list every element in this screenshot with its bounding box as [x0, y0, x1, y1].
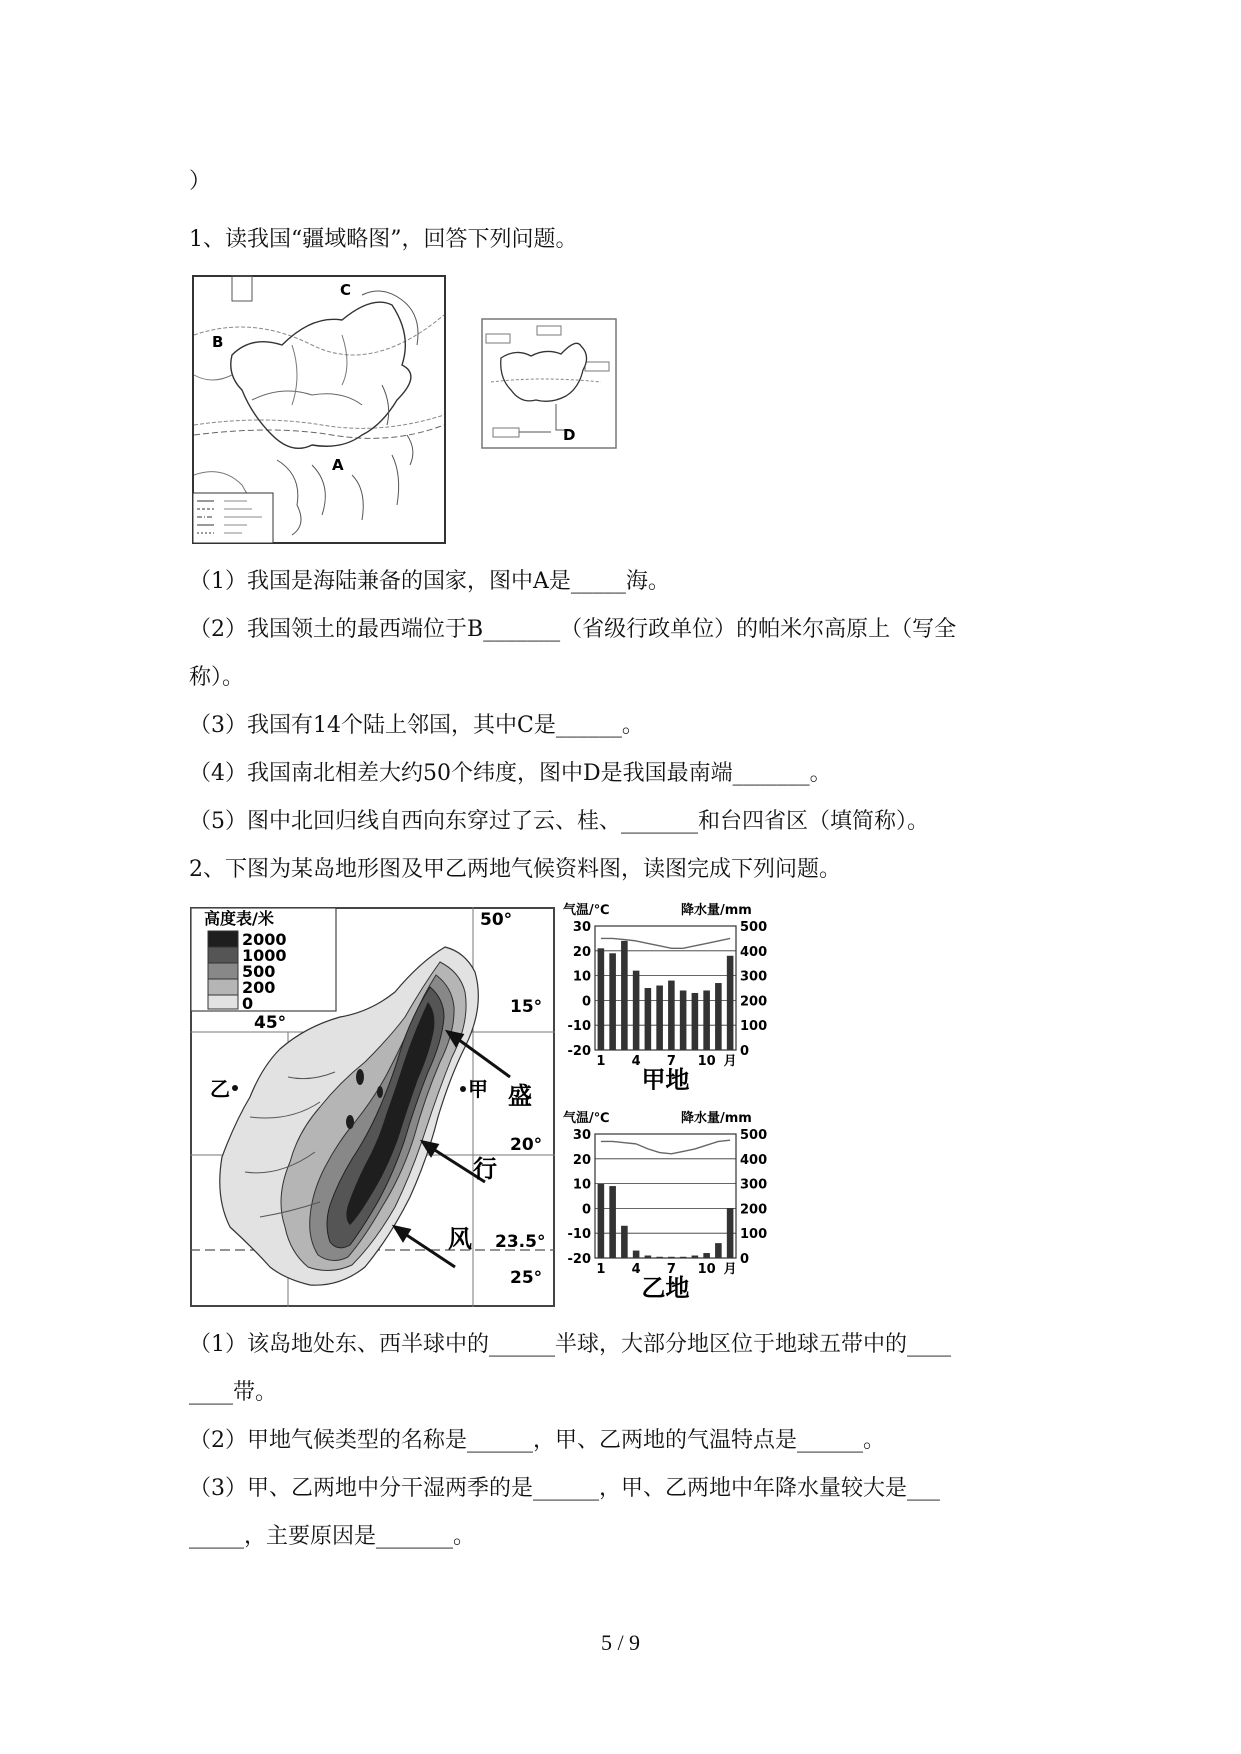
precip-bar — [598, 1184, 605, 1258]
chart-precip-tick: 300 — [740, 1177, 768, 1193]
chart-x-tick: 月 — [723, 1054, 737, 1069]
china-extremity-map — [481, 318, 617, 449]
chart-temp-tick: 30 — [572, 920, 591, 935]
precip-bar — [727, 1208, 734, 1258]
precip-bar — [621, 941, 628, 1050]
chart-temp-tick: 10 — [572, 969, 591, 985]
precip-bar — [692, 993, 699, 1050]
legend-title: 高度表/米 — [204, 909, 274, 928]
precip-bar — [703, 1253, 710, 1258]
question-1-3: （3）我国有14个陆上邻国，其中C是______。 — [189, 713, 644, 738]
precip-bar — [680, 1257, 687, 1258]
chart-temp-tick: 10 — [572, 1177, 591, 1193]
question-2-1-cont: ____带。 — [189, 1380, 278, 1405]
map-label-d: D — [563, 426, 576, 444]
chart-precip-tick: 200 — [740, 994, 768, 1010]
precip-bar — [668, 981, 675, 1050]
chart-x-tick: 月 — [723, 1262, 737, 1277]
chart-precip-tick: 400 — [740, 1152, 768, 1168]
precip-bar — [609, 953, 616, 1050]
chart-left-axis-title: 气温/℃ — [563, 903, 610, 918]
precip-bar — [692, 1256, 699, 1258]
precip-bar — [656, 986, 663, 1050]
chart-temp-tick: -10 — [567, 1227, 591, 1243]
map-label-c: C — [340, 281, 352, 299]
question-1-1: （1）我国是海陆兼备的国家，图中A是_____海。 — [189, 569, 670, 594]
lat-15: 15° — [510, 997, 543, 1017]
wind-char: 盛 — [508, 1082, 532, 1110]
precip-bar — [680, 990, 687, 1050]
climate-chart-yi — [561, 1108, 786, 1300]
lat-25: 25° — [510, 1268, 543, 1288]
wind-char: 行 — [473, 1155, 497, 1183]
precip-bar — [656, 1257, 663, 1258]
chart-temp-tick: 0 — [581, 994, 591, 1010]
chart-temp-tick: 0 — [581, 1202, 591, 1218]
chart-right-axis-title: 降水量/mm — [681, 903, 752, 918]
chart-temp-tick: 30 — [572, 1128, 591, 1143]
chart-x-tick: 4 — [631, 1262, 641, 1277]
question-2-1: （1）该岛地处东、西半球中的______半球，大部分地区位于地球五带中的____ — [189, 1332, 951, 1357]
chart-temp-tick: -20 — [567, 1044, 591, 1059]
question-2-title: 2、下图为某岛地形图及甲乙两地气候资料图，读图完成下列问题。 — [189, 857, 841, 882]
question-2-3: （3）甲、乙两地中分干湿两季的是______，甲、乙两地中年降水量较大是___ — [189, 1476, 940, 1501]
place-yi: 乙 — [210, 1077, 230, 1101]
chart-precip-tick: 0 — [740, 1044, 750, 1059]
legend-value: 1000 — [242, 946, 287, 965]
question-2-3-cont: _____，主要原因是_______。 — [189, 1524, 476, 1549]
chart-x-tick: 7 — [666, 1262, 676, 1277]
question-1-title: 1、读我国“疆域略图”，回答下列问题。 — [189, 227, 578, 252]
chart-precip-tick: 500 — [740, 920, 768, 935]
precip-bar — [715, 983, 722, 1050]
precip-bar — [715, 1243, 722, 1258]
precip-bar — [668, 1257, 675, 1258]
question-1-5: （5）图中北回归线自西向东穿过了云、桂、_______和台四省区（填简称）。 — [189, 809, 929, 834]
precip-bar — [633, 1251, 640, 1258]
chart-x-tick: 7 — [666, 1054, 676, 1069]
legend-value: 200 — [242, 978, 276, 997]
question-2-2: （2）甲地气候类型的名称是______，甲、乙两地的气温特点是______。 — [189, 1428, 885, 1453]
chart-x-tick: 10 — [697, 1262, 716, 1277]
chart-left-axis-title: 气温/℃ — [563, 1111, 610, 1126]
precip-bar — [727, 956, 734, 1050]
territory-map — [192, 275, 446, 544]
lat-20: 20° — [510, 1135, 543, 1155]
precip-bar — [598, 948, 605, 1050]
chart-temp-tick: 20 — [572, 944, 591, 960]
chart-precip-tick: 300 — [740, 969, 768, 985]
wind-char: 风 — [448, 1225, 472, 1253]
chart-temp-tick: -20 — [567, 1252, 591, 1267]
chart-x-tick: 4 — [631, 1054, 641, 1069]
question-1-2: （2）我国领土的最西端位于B_______（省级行政单位）的帕米尔高原上（写全 — [189, 617, 957, 642]
chart-x-tick: 1 — [596, 1262, 606, 1277]
precip-bar — [633, 971, 640, 1050]
lon-45: 45° — [254, 1013, 287, 1033]
text-line: ） — [189, 169, 212, 194]
chart-precip-tick: 500 — [740, 1128, 768, 1143]
legend-value: 500 — [242, 962, 276, 981]
precip-bar — [609, 1186, 616, 1258]
climate-chart-jia — [561, 900, 786, 1090]
chart-precip-tick: 200 — [740, 1202, 768, 1218]
map-label-b: B — [212, 333, 224, 351]
chart-title: 乙地 — [641, 1274, 690, 1300]
legend-value: 2000 — [242, 930, 287, 949]
lat-23-5: 23.5° — [495, 1232, 546, 1252]
question-1-4: （4）我国南北相差大约50个纬度，图中D是我国最南端_______。 — [189, 761, 832, 786]
chart-temp-tick: 20 — [572, 1152, 591, 1168]
chart-right-axis-title: 降水量/mm — [681, 1111, 752, 1126]
chart-title: 甲地 — [641, 1066, 690, 1090]
island-terrain-map — [190, 907, 555, 1307]
precip-bar — [645, 1256, 652, 1258]
chart-precip-tick: 0 — [740, 1252, 750, 1267]
temperature-line — [601, 1140, 730, 1154]
lon-50: 50° — [480, 910, 513, 930]
chart-precip-tick: 400 — [740, 944, 768, 960]
precip-bar — [645, 988, 652, 1050]
legend-value: 0 — [242, 994, 254, 1013]
question-1-2-cont: 称）。 — [189, 665, 245, 690]
precip-bar — [621, 1226, 628, 1258]
place-jia: 甲 — [468, 1077, 488, 1101]
chart-x-tick: 1 — [596, 1054, 606, 1069]
map-label-a: A — [332, 456, 344, 474]
temperature-line — [601, 938, 730, 948]
chart-frame — [595, 926, 736, 1050]
precip-bar — [703, 990, 710, 1050]
chart-x-tick: 10 — [697, 1054, 716, 1069]
chart-precip-tick: 100 — [740, 1019, 768, 1035]
chart-temp-tick: -10 — [567, 1019, 591, 1035]
chart-precip-tick: 100 — [740, 1227, 768, 1243]
page-number: 5 / 9 — [600, 1630, 641, 1655]
